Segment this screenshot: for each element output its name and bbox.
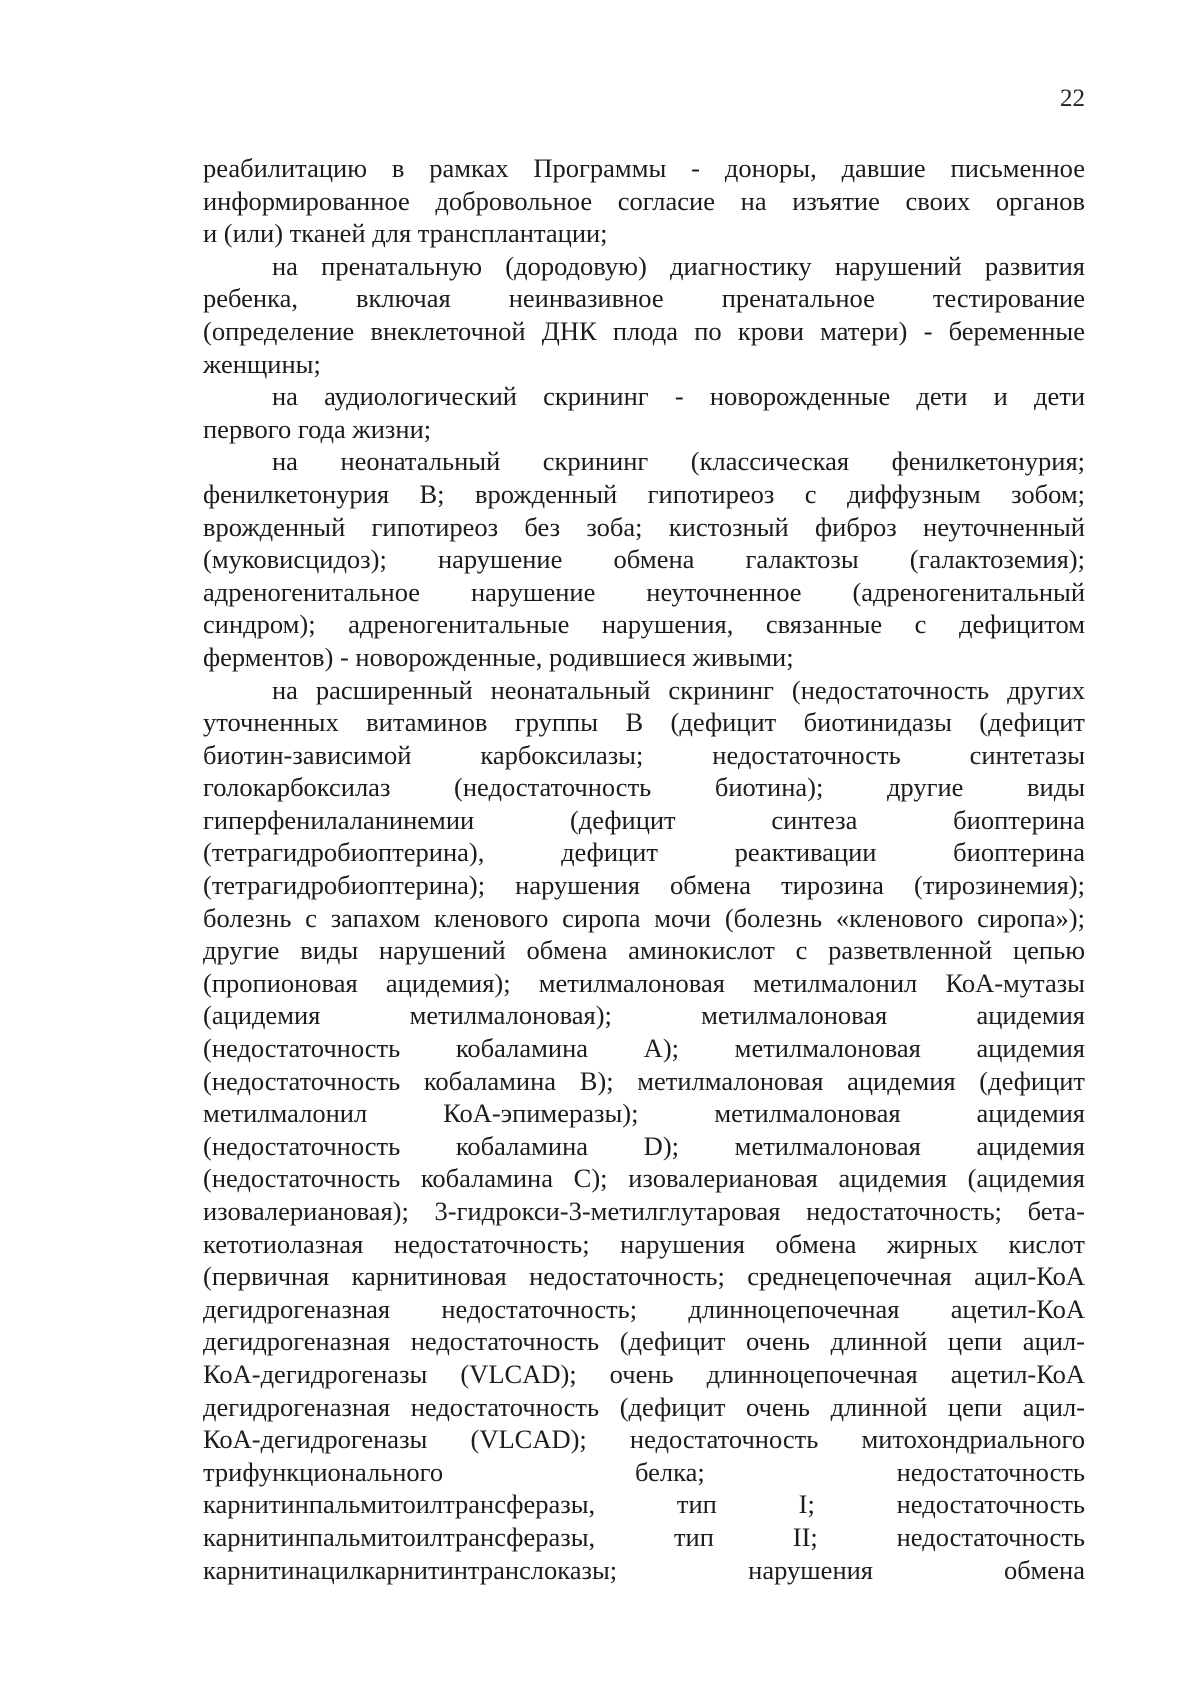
text-line: карнитинацилкарнитинтранслоказы; нарушения обмена (203, 1554, 1085, 1585)
text-line: фенилкетонурия В; врожденный гипотиреоз с диффузным зобом; (203, 478, 1085, 509)
text-line: (недостаточность кобаламина А); метилмалоновая ацидемия (203, 1033, 1085, 1064)
text-line: КоА-дегидрогеназы (VLCAD); очень длинноцепочечная ацетил-КоА (203, 1358, 1085, 1389)
text-line: изовалериановая); 3-гидрокси-3-метилглутаровая недостаточность; бета- (203, 1196, 1085, 1226)
text-line: (муковисцидоз); нарушение обмена галактозы (галактоземия); (203, 544, 1085, 575)
text-line: первого года жизни; (203, 413, 432, 444)
text-line: на пренатальную (дородовую) диагностику нарушений развития (272, 250, 1085, 281)
paragraph (203, 445, 1085, 673)
text-line: (недостаточность кобаламина D); метилмалоновая ацидемия (203, 1130, 1085, 1161)
text-line: женщины; (203, 348, 321, 379)
text-line: на неонатальный скрининг (классическая фенилкетонурия; (272, 446, 1085, 477)
text-line: (первичная карнитиновая недостаточность; среднецепочечная ацил-КоА (203, 1261, 1085, 1292)
text-line: врожденный гипотиреоз без зоба; кистозный фиброз неуточненный (203, 511, 1085, 542)
text-line: и (или) тканей для трансплантации; (203, 218, 608, 249)
text-line: адреногенитальное нарушение неуточненное (адреногенитальный (203, 576, 1085, 607)
paragraph (203, 250, 1085, 380)
text-line: уточненных витаминов группы В (дефицит биотинидазы (дефицит (203, 707, 1085, 738)
text-line: информированное добровольное согласие на изъятие своих органов (203, 185, 1085, 216)
text-line: КоА-дегидрогеназы (VLCAD); недостаточность митохондриального (203, 1424, 1085, 1455)
text-line: на аудиологический скрининг - новорожденные дети и дети (272, 381, 1085, 412)
text-line: (недостаточность кобаламина С); изовалериановая ацидемия (ацидемия (203, 1163, 1085, 1194)
text-line: на расширенный неонатальный скрининг (недостаточность других (272, 674, 1085, 705)
text-line: ферментов) - новорожденные, родившиеся живыми; (203, 641, 794, 672)
paragraph (203, 380, 1085, 445)
document-body (203, 152, 1085, 1586)
text-line: другие виды нарушений обмена аминокислот с разветвленной цепью (203, 935, 1085, 966)
text-line: дегидрогеназная недостаточность (дефицит очень длинной цепи ацил- (203, 1326, 1085, 1357)
text-line: биотин-зависимой карбоксилазы; недостаточность синтетазы (203, 739, 1085, 770)
text-line: синдром); адреногенитальные нарушения, связанные с дефицитом (203, 609, 1085, 640)
text-line: дегидрогеназная недостаточность; длинноцепочечная ацетил-КоА (203, 1293, 1085, 1324)
text-line: (тетрагидробиоптерина); нарушения обмена тирозина (тирозинемия); (203, 870, 1085, 901)
text-line: ребенка, включая неинвазивное пренатальное тестирование (203, 283, 1085, 314)
text-line: гиперфенилаланинемии (дефицит синтеза биоптерина (203, 804, 1085, 835)
text-line: карнитинпальмитоилтрансферазы, тип II; недостаточность (203, 1521, 1085, 1552)
text-line: метилмалонил КоА-эпимеразы); метилмалоновая ацидемия (203, 1098, 1085, 1129)
text-line: трифункционального белка; недостаточность (203, 1456, 1085, 1487)
paragraph (203, 152, 1085, 250)
paragraph (203, 674, 1085, 1587)
text-line: (пропионовая ацидемия); метилмалоновая метилмалонил КоА-мутазы (203, 967, 1085, 998)
text-line: голокарбоксилаз (недостаточность биотина); другие виды (203, 772, 1085, 803)
text-line: (определение внеклеточной ДНК плода по крови матери) - беременные (203, 315, 1085, 346)
page-number: 22 (1060, 85, 1085, 112)
text-line: кетотиолазная недостаточность; нарушения обмена жирных кислот (203, 1228, 1085, 1259)
text-line: (недостаточность кобаламина В); метилмалоновая ацидемия (дефицит (203, 1065, 1085, 1096)
text-line: (тетрагидробиоптерина), дефицит реактивации биоптерина (203, 837, 1085, 868)
text-line: (ацидемия метилмалоновая); метилмалоновая ацидемия (203, 1000, 1085, 1031)
text-line: карнитинпальмитоилтрансферазы, тип I; недостаточность (203, 1489, 1085, 1520)
text-line: реабилитацию в рамках Программы - доноры, давшие письменное (203, 153, 1085, 183)
text-line: дегидрогеназная недостаточность (дефицит очень длинной цепи ацил- (203, 1391, 1085, 1422)
text-line: болезнь с запахом кленового сиропа мочи (болезнь «кленового сиропа»); (203, 902, 1085, 933)
